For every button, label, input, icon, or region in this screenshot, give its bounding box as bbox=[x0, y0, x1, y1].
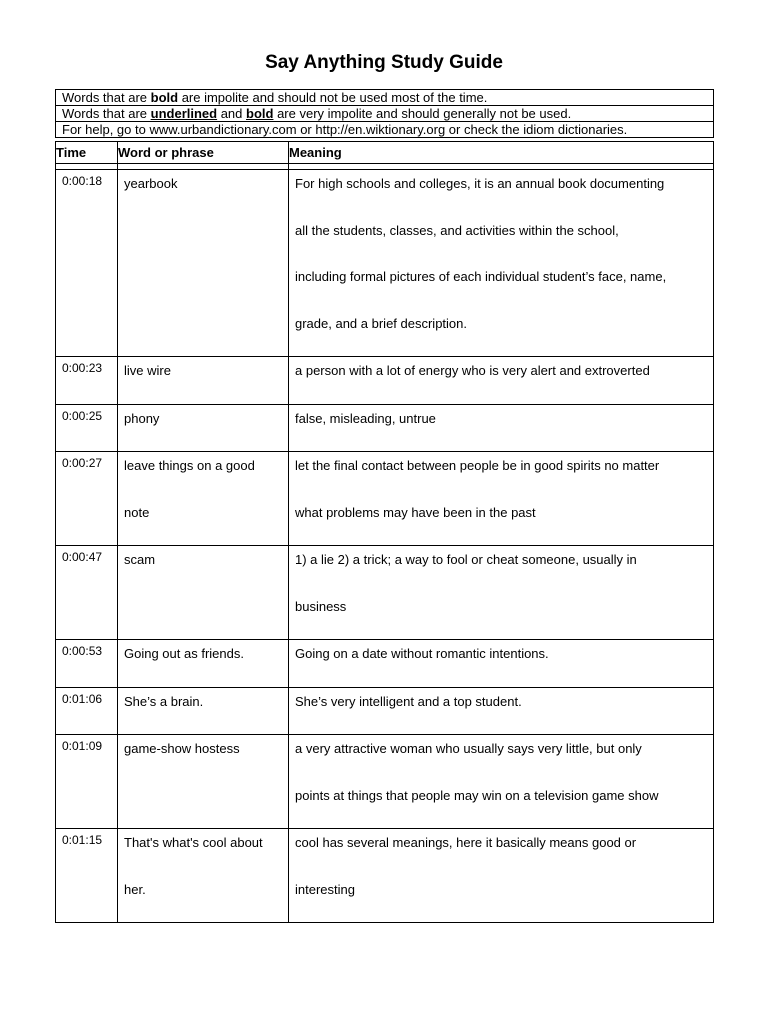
meaning-cell-line: what problems may have been in the past bbox=[295, 504, 536, 520]
word-cell bbox=[118, 829, 289, 923]
meaning-cell bbox=[289, 829, 714, 923]
underlined-note-bold: bold bbox=[246, 106, 274, 121]
meaning-cell bbox=[289, 687, 714, 735]
column-header-meaning: Meaning bbox=[289, 142, 714, 164]
table-header-row bbox=[56, 142, 714, 164]
bold-note bbox=[56, 90, 713, 106]
word-cell bbox=[118, 546, 289, 640]
table-row bbox=[56, 829, 714, 923]
word-cell bbox=[118, 640, 289, 688]
time-cell: 0:00:53 bbox=[56, 640, 118, 688]
table-row bbox=[56, 640, 714, 688]
bold-note-prefix: Words that are bbox=[62, 90, 151, 105]
table-row bbox=[56, 170, 714, 357]
bold-note-bold: bold bbox=[150, 90, 179, 105]
word-cell bbox=[118, 452, 289, 546]
word-cell-line: note bbox=[124, 504, 150, 520]
word-cell-line bbox=[124, 217, 284, 264]
word-cell-line: scam bbox=[124, 552, 156, 567]
word-cell-line: game-show hostess bbox=[124, 741, 240, 756]
word-cell-line bbox=[124, 263, 284, 310]
table-row bbox=[56, 452, 714, 546]
column-header-word: Word or phrase bbox=[118, 142, 289, 164]
time-cell: 0:01:15 bbox=[56, 829, 118, 923]
word-cell-line: Going out as friends. bbox=[124, 646, 244, 661]
bold-note-suffix: are impolite and should not be used most of the time. bbox=[178, 90, 488, 105]
word-cell-line: She’s a brain. bbox=[124, 693, 204, 709]
underlined-note-suffix: are very impolite and should generally not be used. bbox=[273, 106, 572, 121]
table-body bbox=[56, 170, 714, 923]
word-cell-line: leave things on a good bbox=[124, 458, 255, 473]
notes-box bbox=[55, 89, 714, 138]
meaning-cell-line: 1) a lie 2) a trick; a way to fool or cheat someone, usually in bbox=[295, 552, 637, 567]
meaning-cell-line: all the students, classes, and activities within the school, bbox=[295, 222, 619, 238]
meaning-cell-line: interesting bbox=[295, 881, 355, 897]
word-cell bbox=[118, 735, 289, 829]
word-cell-line: live wire bbox=[124, 363, 171, 378]
time-cell: 0:00:27 bbox=[56, 452, 118, 546]
meaning-cell bbox=[289, 546, 714, 640]
meaning-cell bbox=[289, 735, 714, 829]
meaning-cell-line: let the final contact between people be in good spirits no matter bbox=[295, 458, 660, 473]
meaning-cell-line: For high schools and colleges, it is an annual book documenting bbox=[295, 176, 665, 191]
meaning-cell bbox=[289, 404, 714, 452]
time-cell: 0:00:47 bbox=[56, 546, 118, 640]
word-cell bbox=[118, 170, 289, 357]
word-cell-line bbox=[124, 593, 284, 640]
word-cell bbox=[118, 687, 289, 735]
meaning-cell-line: points at things that people may win on a television game show bbox=[295, 787, 659, 803]
word-cell-line bbox=[124, 782, 284, 829]
time-cell: 0:00:23 bbox=[56, 357, 118, 405]
word-cell bbox=[118, 404, 289, 452]
word-cell-line bbox=[124, 310, 284, 357]
meaning-cell-line: grade, and a brief description. bbox=[295, 315, 467, 331]
word-cell-line: yearbook bbox=[124, 176, 178, 191]
meaning-cell-line: She’s very intelligent and a top student. bbox=[295, 693, 522, 709]
underlined-note-underlined: underlined bbox=[150, 106, 218, 121]
meaning-cell-line: a very attractive woman who usually says very little, but only bbox=[295, 741, 642, 756]
word-cell-line: her. bbox=[124, 881, 146, 897]
meaning-cell bbox=[289, 170, 714, 357]
column-header-time: Time bbox=[56, 142, 118, 164]
meaning-cell-line: a person with a lot of energy who is very alert and extroverted bbox=[295, 363, 650, 378]
underlined-note bbox=[56, 106, 713, 122]
word-cell bbox=[118, 357, 289, 405]
meaning-cell bbox=[289, 357, 714, 405]
meaning-cell-line: Going on a date without romantic intentions. bbox=[295, 646, 549, 661]
time-cell: 0:01:06 bbox=[56, 687, 118, 735]
meaning-cell bbox=[289, 640, 714, 688]
word-cell-line: That's what's cool about bbox=[124, 835, 263, 850]
time-cell: 0:01:09 bbox=[56, 735, 118, 829]
time-cell: 0:00:18 bbox=[56, 170, 118, 357]
table-row bbox=[56, 735, 714, 829]
meaning-cell-line: including formal pictures of each individual student’s face, name, bbox=[295, 269, 667, 284]
table-row bbox=[56, 687, 714, 735]
underlined-note-prefix: Words that are bbox=[62, 106, 151, 121]
underlined-note-mid: and bbox=[217, 106, 247, 121]
meaning-cell-line: business bbox=[295, 598, 347, 614]
meaning-cell-line: false, misleading, untrue bbox=[295, 410, 436, 426]
meaning-cell bbox=[289, 452, 714, 546]
table-row bbox=[56, 404, 714, 452]
page-title: Say Anything Study Guide bbox=[265, 52, 503, 73]
word-cell-line: phony bbox=[124, 410, 160, 426]
help-note: For help, go to www.urbandictionary.com or http://en.wiktionary.org or check the idiom dictionaries. bbox=[56, 122, 713, 138]
table-row bbox=[56, 546, 714, 640]
vocabulary-table bbox=[55, 141, 714, 923]
time-cell: 0:00:25 bbox=[56, 404, 118, 452]
table-row bbox=[56, 357, 714, 405]
meaning-cell-line: cool has several meanings, here it basically means good or bbox=[295, 835, 637, 850]
